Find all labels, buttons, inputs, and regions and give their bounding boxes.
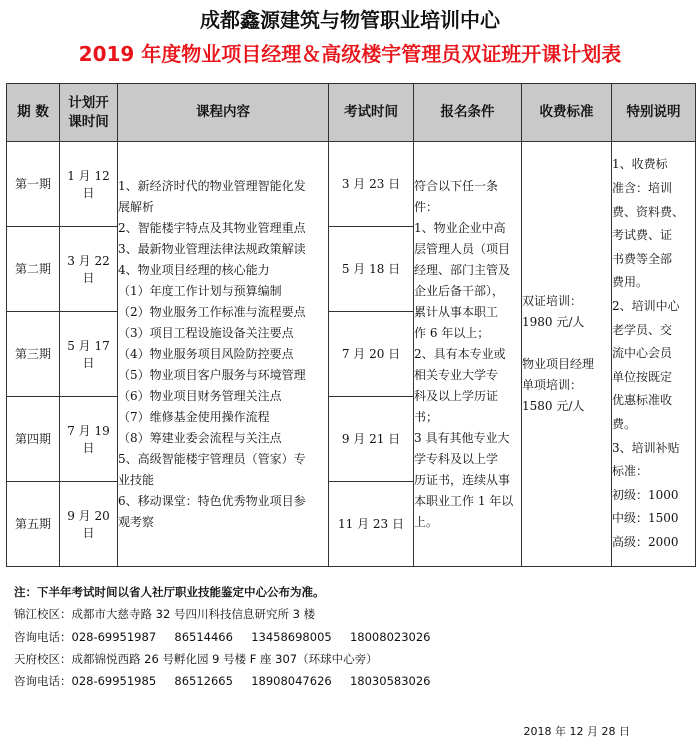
class-date-cell: 7 月 19 日	[60, 396, 118, 481]
note-line: 书费等全部	[612, 251, 673, 266]
fee-line: 物业项目经理	[522, 357, 595, 371]
note-line: 准含：培训	[612, 181, 673, 196]
condition-line: 上。	[414, 514, 439, 529]
note-line: 3、培训补贴	[612, 440, 680, 455]
content-line: （6）物业项目财务管理关注点	[118, 388, 282, 403]
footer-block	[14, 581, 694, 692]
condition-line: 3 具有其他专业大	[414, 430, 510, 445]
class-date-cell: 5 月 17 日	[60, 311, 118, 396]
exam-date-cell: 5 月 18 日	[329, 226, 414, 311]
exam-date-cell: 9 月 21 日	[329, 396, 414, 481]
header-notes: 特别说明	[612, 84, 696, 142]
content-line: 3、最新物业管理法律法规政策解读	[118, 241, 306, 256]
content-line: （3）项目工程设施设备关注要点	[118, 325, 294, 340]
fee-line: 1980 元/人	[522, 315, 585, 329]
content-line: 4、物业项目经理的核心能力	[118, 262, 270, 277]
content-line: （5）物业项目客户服务与环境管理	[118, 367, 306, 382]
fee-cell	[522, 142, 612, 567]
content-line: （1）年度工作计划与预算编制	[118, 283, 282, 298]
footer-note: 注：下半年考试时间以省人社厅职业技能鉴定中心公布为准。	[14, 585, 325, 599]
class-date-cell: 9 月 20 日	[60, 481, 118, 566]
condition-line: 科及以上学历证	[414, 388, 499, 403]
header-period: 期 数	[7, 84, 60, 142]
content-line: 5、高级智能楼宇管理员（管家）专	[118, 451, 306, 466]
header-row	[7, 84, 696, 142]
content-line: 业技能	[118, 472, 155, 487]
exam-date-cell: 3 月 23 日	[329, 142, 414, 227]
condition-line: 企业后备干部），	[414, 283, 505, 298]
condition-line: 相关专业大学专	[414, 367, 499, 382]
condition-line: 层管理人员（项目	[414, 241, 511, 256]
condition-line: 符合以下任一条	[414, 178, 499, 193]
note-line: 流中心会员	[612, 346, 673, 361]
header-exam-date: 考试时间	[329, 84, 414, 142]
notes-cell	[612, 142, 696, 567]
fee-line: 1580 元/人	[522, 399, 585, 413]
course-content-cell	[118, 142, 329, 567]
content-line: 6、移动课堂：特色优秀物业项目参	[118, 493, 306, 508]
content-line: 展解析	[118, 199, 155, 214]
period-cell: 第一期	[7, 142, 60, 227]
period-cell: 第二期	[7, 226, 60, 311]
header-class-date-line2: 课时间	[68, 113, 109, 130]
conditions-cell	[414, 142, 522, 567]
period-cell: 第四期	[7, 396, 60, 481]
document-title: 成都鑫源建筑与物管职业培训中心	[200, 8, 500, 32]
note-line: 高级：2000	[612, 534, 679, 549]
condition-line: 作 6 年以上；	[414, 325, 490, 340]
fee-line: 双证培训：	[522, 294, 583, 308]
condition-line: 书；	[414, 409, 439, 424]
note-line: 1、收费标	[612, 157, 668, 172]
schedule-table	[6, 83, 696, 567]
note-line: 优惠标准收	[612, 393, 673, 408]
condition-line: 累计从事本职工	[414, 304, 499, 319]
note-line: 费用。	[612, 275, 649, 290]
document-subtitle: 2019 年度物业项目经理＆高级楼宇管理员双证班开课计划表	[78, 42, 622, 66]
class-date-cell: 3 月 22 日	[60, 226, 118, 311]
header-content: 课程内容	[118, 84, 329, 142]
note-line: 2、培训中心	[612, 299, 680, 314]
condition-line: 2、具有本专业或	[414, 346, 506, 361]
exam-date-cell: 7 月 20 日	[329, 311, 414, 396]
contact-phones-tianfu: 咨询电话：028-69951985 86512665 18908047626 18030583026	[14, 674, 431, 689]
content-line: 观考察	[118, 514, 155, 529]
condition-line: 历证书，连续从事	[414, 472, 511, 487]
class-date-cell: 1 月 12 日	[60, 142, 118, 227]
condition-line: 本职业工作 1 年以	[414, 493, 514, 508]
document-date: 2018 年 12 月 28 日	[523, 725, 630, 738]
condition-line: 学专科及以上学	[414, 451, 499, 466]
exam-date-cell: 11 月 23 日	[329, 481, 414, 566]
content-line: （2）物业服务工作标准与流程要点	[118, 304, 306, 319]
campus-address-jinjiang: 锦江校区：成都市大慈寺路 32 号四川科技信息研究所 3 楼	[14, 607, 316, 622]
condition-line: 经理、部门主管及	[414, 262, 511, 277]
campus-address-tianfu: 天府校区：成都锦悦西路 26 号孵化园 9 号楼 F 座 307（环球中心旁）	[14, 651, 378, 666]
note-line: 单位按既定	[612, 369, 673, 384]
header-class-date-line1: 计划开	[68, 94, 109, 111]
fee-line	[522, 333, 611, 354]
note-line: 初级：1000	[612, 487, 679, 502]
period-cell: 第五期	[7, 481, 60, 566]
contact-phones-jinjiang: 咨询电话：028-69951987 86514466 13458698005 18008023026	[14, 629, 431, 644]
condition-line: 1、物业企业中高	[414, 220, 506, 235]
note-line: 老学员、交	[612, 322, 673, 337]
note-line: 标准：	[612, 464, 649, 479]
period-cell: 第三期	[7, 311, 60, 396]
header-fee: 收费标准	[522, 84, 612, 142]
content-line: （7）维修基金使用操作流程	[118, 409, 270, 424]
condition-line: 件：	[414, 199, 439, 214]
content-line: （4）物业服务项目风险防控要点	[118, 346, 294, 361]
note-line: 费。	[612, 416, 637, 431]
note-line: 中级：1500	[612, 511, 679, 526]
table-row	[7, 142, 696, 227]
content-line: 1、新经济时代的物业管理智能化发	[118, 178, 306, 193]
note-line: 考试费、证	[612, 228, 673, 243]
header-class-date	[60, 84, 118, 142]
content-line: 2、智能楼宇特点及其物业管理重点	[118, 220, 306, 235]
note-line: 费、资料费、	[612, 204, 685, 219]
header-conditions: 报名条件	[414, 84, 522, 142]
content-line: （8）筹建业委会流程与关注点	[118, 430, 282, 445]
fee-line: 单项培训：	[522, 378, 583, 392]
